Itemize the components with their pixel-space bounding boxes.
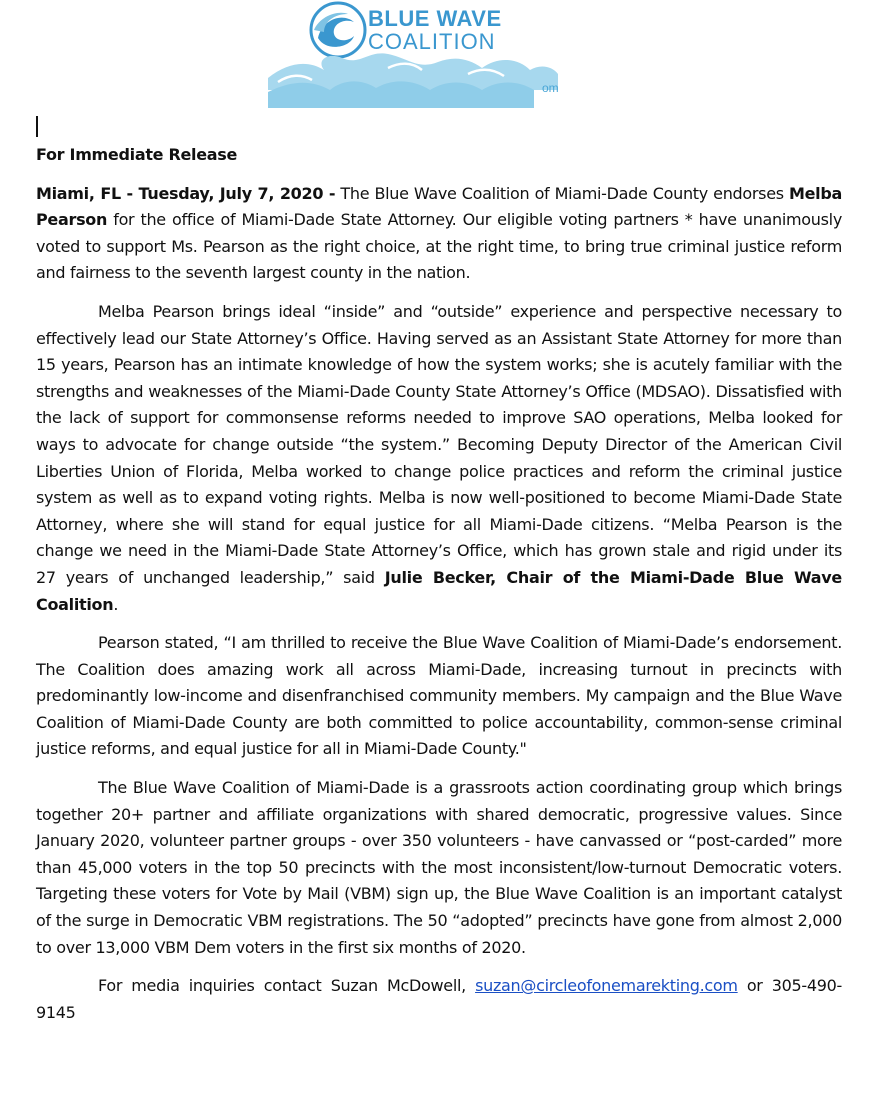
paragraph-quote: Pearson stated, “I am thrilled to receive the Blue Wave Coalition of Miami-Dade’s endorsement. The Coalition does amazing work all across Miami-Dade, increasing turnout in precincts with predominantly low-income and disenfranchised community members. My campaign and the Blue Wave Coalition of Miami-Dade County are both committed to police accountability, common-sense criminal justice reforms, and equal justice for all in Miami-Dade County.": [36, 633, 842, 759]
paragraph-endorsement: Miami, FL - Tuesday, July 7, 2020 - The Blue Wave Coalition of Miami-Dade County endorses Melba Pearson for the office of Miami-Dade State Attorney. Our eligible voting partners * have unanimously voted to support Ms. Pearson as the right choice, at the right time, to bring true criminal justice reform and fairness to the seventh largest county in the nation.: [36, 183, 842, 283]
logo-url-fragment: om: [542, 81, 559, 95]
blue-wave-coalition-logo: [268, 0, 568, 108]
contact-email-link[interactable]: suzan@circleofonemarekting.com: [475, 976, 738, 996]
press-release-body: [36, 142, 842, 1038]
logo-name-line2: COALITION: [368, 29, 496, 54]
text-cursor: [36, 116, 38, 137]
dateline: Miami, FL - Tuesday, July 7, 2020 -: [36, 183, 336, 203]
logo-wordmark: [368, 8, 502, 53]
paragraph-experience: Melba Pearson brings ideal “inside” and “outside” experience and perspective necessary to effectively lead our State Attorney’s Office. Having served as an Assistant State Attorney for more than 15 years, Pearson has an intimate knowledge of how the system works; she is acutely familiar with the strengths and weaknesses of the Miami-Dade County State Attorney’s Office (MDSAO). Dissatisfied with the lack of support for commonsense reforms needed to improve SAO operations, Melba looked for ways to advocate for change outside “the system.” Becoming Deputy Director of the American Civil Liberties Union of Florida, Melba worked to change police practices and reform the criminal justice system as well as to expand voting rights. Melba is now well-positioned to become Miami-Dade State Attorney, where she will stand for equal justice for all Miami-Dade citizens. “Melba Pearson is the change we need in the Miami-Dade State Attorney’s Office, which has grown stale and rigid under its 27 years of unchanged leadership,” said Julie Becker, Chair of the Miami-Dade Blue Wave Coalition.: [36, 301, 842, 614]
release-heading: For Immediate Release: [36, 145, 238, 164]
paragraph-media-contact: For media inquiries contact Suzan McDowell, suzan@circleofonemarekting.com or 305-490-9145: [36, 976, 842, 1022]
paragraph-about-coalition: The Blue Wave Coalition of Miami-Dade is a grassroots action coordinating group which brings together 20+ partner and affiliate organizations with shared democratic, progressive values. Since January 2020, volunteer partner groups - over 350 volunteers - have canvassed or “post-carded” more than 45,000 voters in the top 50 precincts with the most inconsistent/low-turnout Democratic voters. Targeting these voters for Vote by Mail (VBM) sign up, the Blue Wave Coalition is an important catalyst of the surge in Democratic VBM registrations. The 50 “adopted” precincts have gone from almost 2,000 to over 13,000 VBM Dem voters in the first six months of 2020.: [36, 778, 842, 957]
candidate-name: Melba Pearson: [36, 183, 842, 230]
speaker-name: Julie Becker, Chair of the Miami-Dade Blue Wave Coalition: [36, 567, 842, 614]
logo-name-line1: BLUE WAVE: [368, 6, 502, 31]
